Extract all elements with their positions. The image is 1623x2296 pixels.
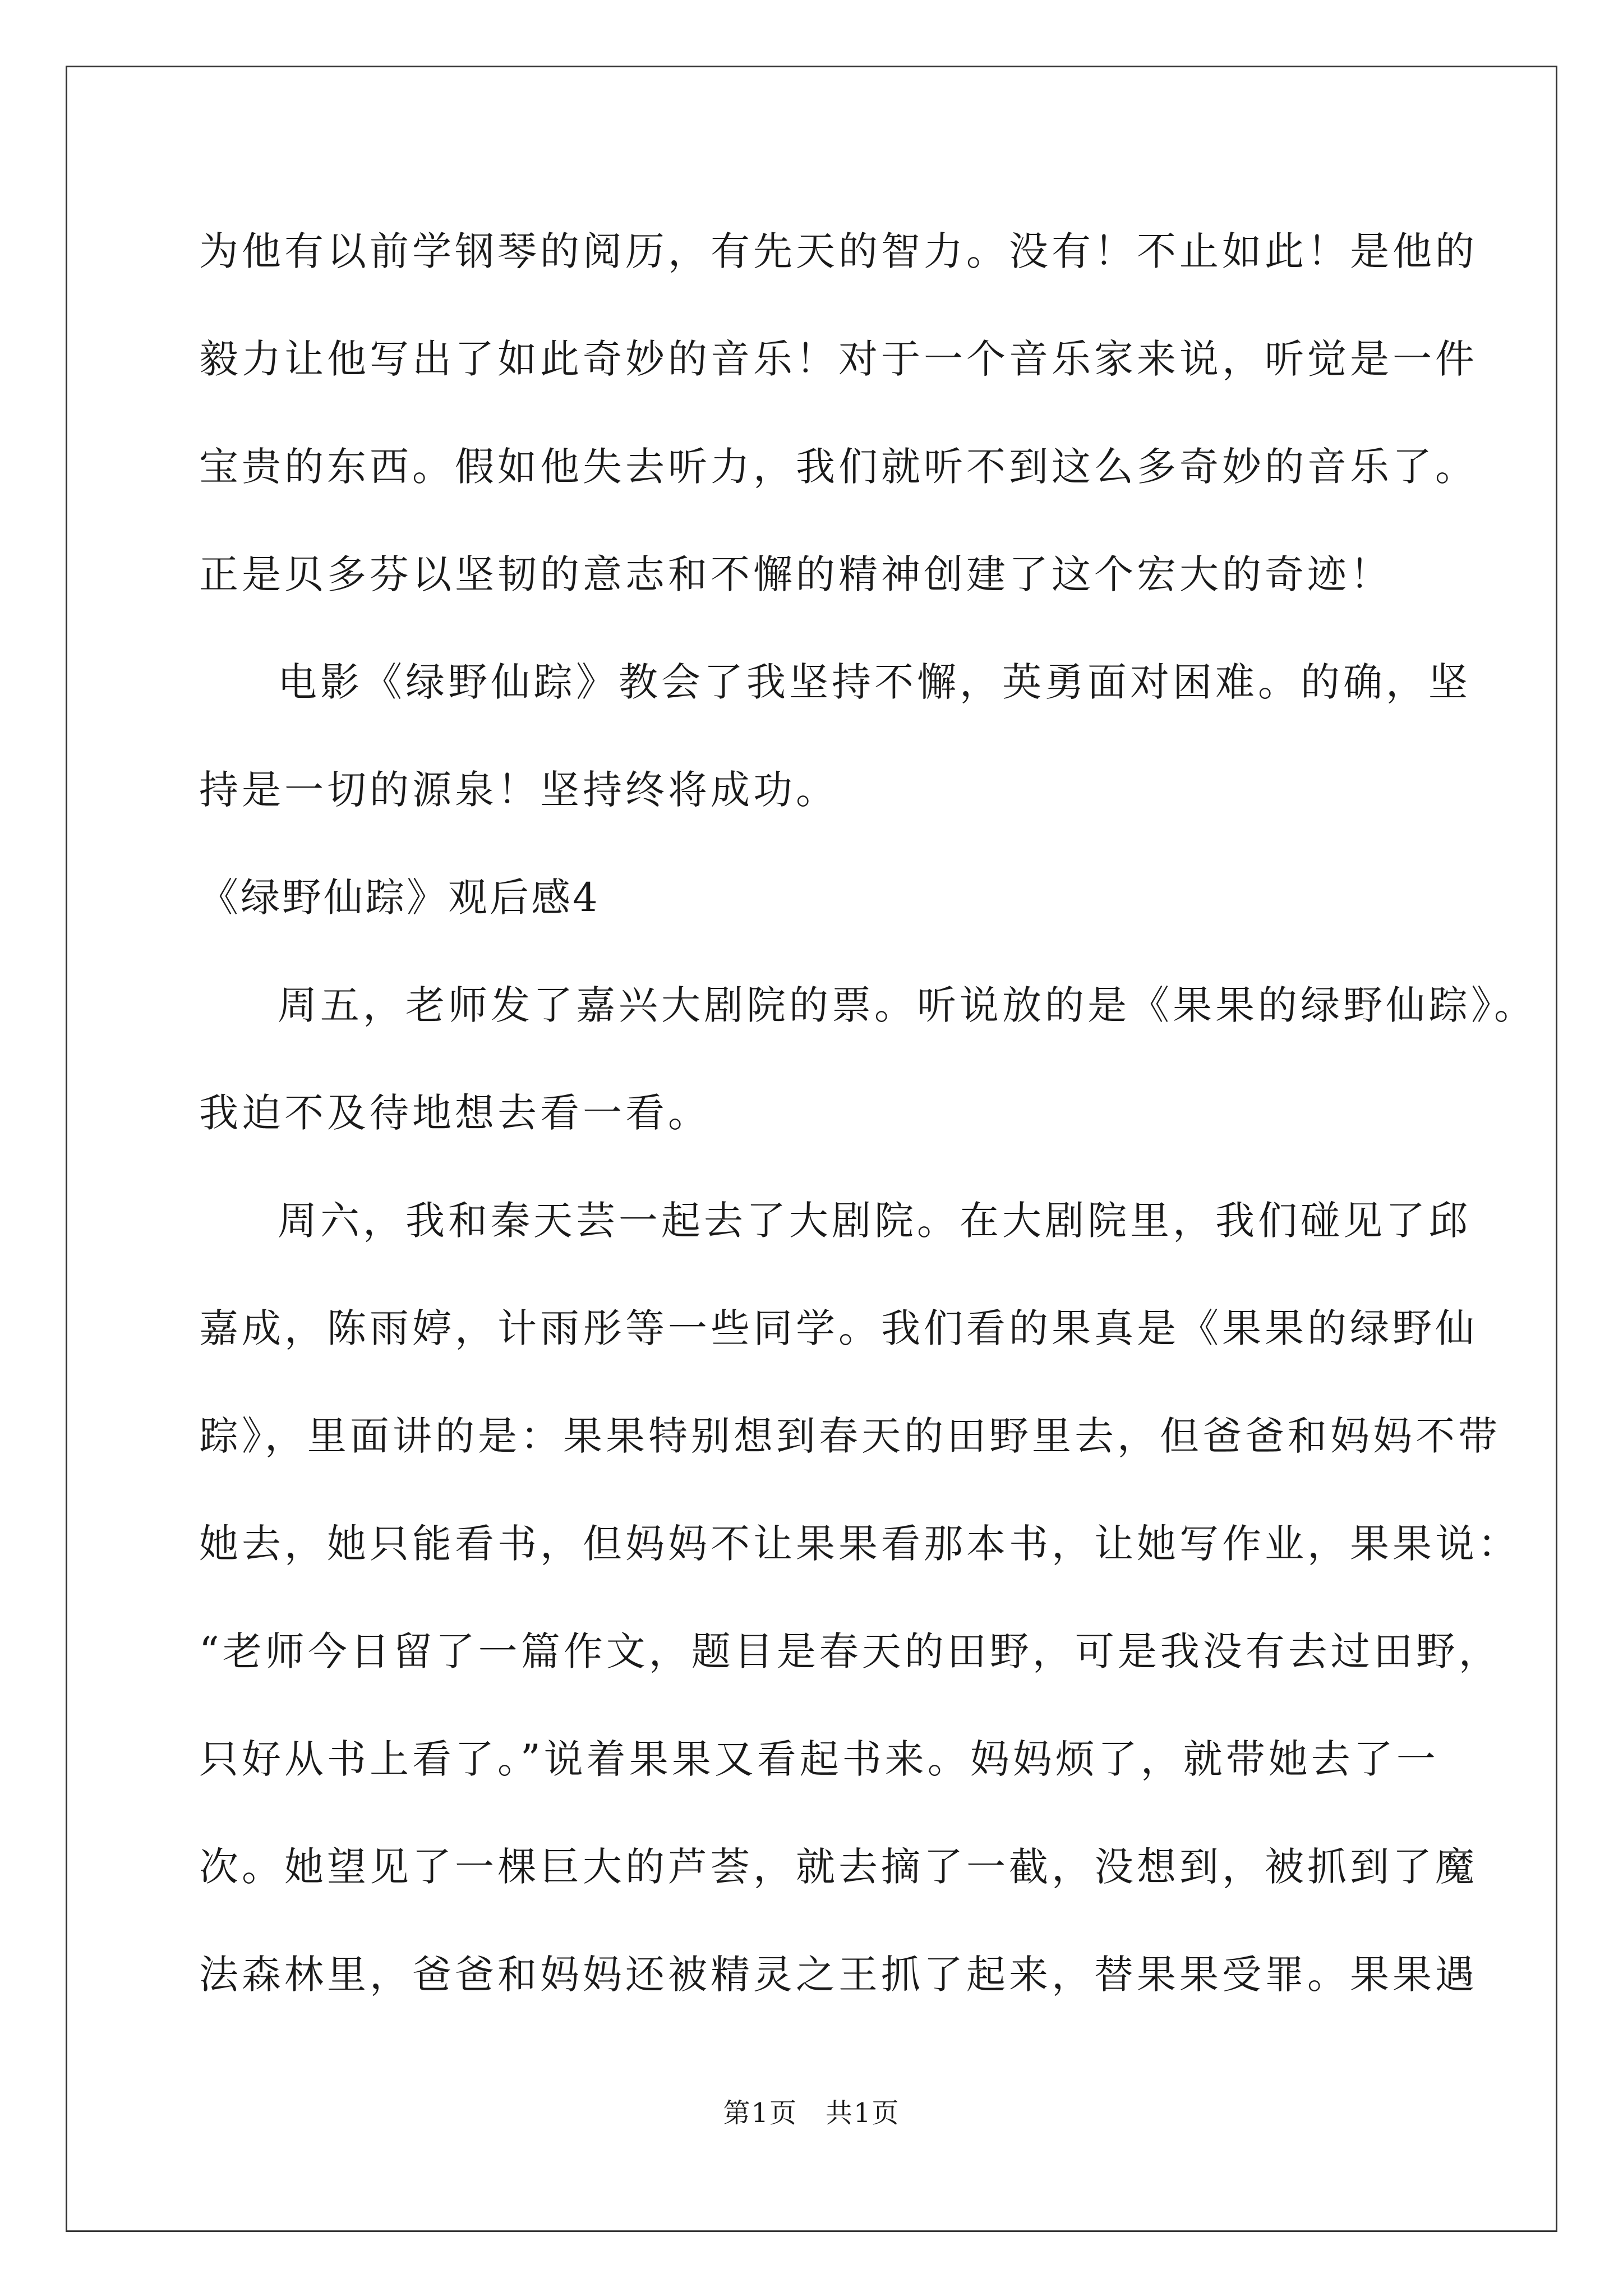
page-number-total: 共1页 [826, 2097, 900, 2129]
text-line: 只好从书上看了。”说着果果又看起书来。妈妈烦了，就带她去了一 [199, 1736, 1439, 1782]
document-body [199, 215, 1537, 2046]
text-line: 毅力让他写出了如此奇妙的音乐！对于一个音乐家来说，听觉是一件 [199, 336, 1478, 382]
paragraph-start-line: 周六，我和秦天芸一起去了大剧院。在大剧院里，我们碰见了邱 [278, 1198, 1471, 1244]
page-number-current: 第1页 [723, 2097, 797, 2129]
text-line: 我迫不及待地想去看一看。 [199, 1090, 711, 1136]
paragraph-start-line: 周五，老师发了嘉兴大剧院的票。听说放的是《果果的绿野仙踪》。 [278, 982, 1537, 1028]
text-line: 为他有以前学钢琴的阅历，有先天的智力。没有！不止如此！是他的 [199, 228, 1478, 274]
paragraph-start-line: 电影《绿野仙踪》教会了我坚持不懈，英勇面对困难。的确，坚 [278, 659, 1471, 705]
text-line: 正是贝多芬以坚韧的意志和不懈的精神创建了这个宏大的奇迹！ [199, 551, 1393, 597]
text-line: 嘉成，陈雨婷，计雨彤等一些同学。我们看的果真是《果果的绿野仙 [199, 1305, 1478, 1351]
text-line: 她去，她只能看书，但妈妈不让果果看那本书，让她写作业，果果说： [199, 1521, 1520, 1567]
text-line: 踪》，里面讲的是：果果特别想到春天的田野里去，但爸爸和妈妈不带 [199, 1413, 1501, 1459]
text-line: “老师今日留了一篇作文，题目是春天的田野，可是我没有去过田野， [199, 1628, 1501, 1674]
text-line: 宝贵的东西。假如他失去听力，我们就听不到这么多奇妙的音乐了。 [199, 444, 1478, 490]
page-footer [0, 2091, 1623, 2130]
section-heading: 《绿野仙踪》观后感4 [199, 875, 600, 921]
text-line: 法森林里，爸爸和妈妈还被精灵之王抓了起来，替果果受罪。果果遇 [199, 1952, 1478, 1998]
text-line: 持是一切的源泉！坚持终将成功。 [199, 767, 838, 813]
text-line: 次。她望见了一棵巨大的芦荟，就去摘了一截，没想到，被抓到了魔 [199, 1844, 1478, 1890]
